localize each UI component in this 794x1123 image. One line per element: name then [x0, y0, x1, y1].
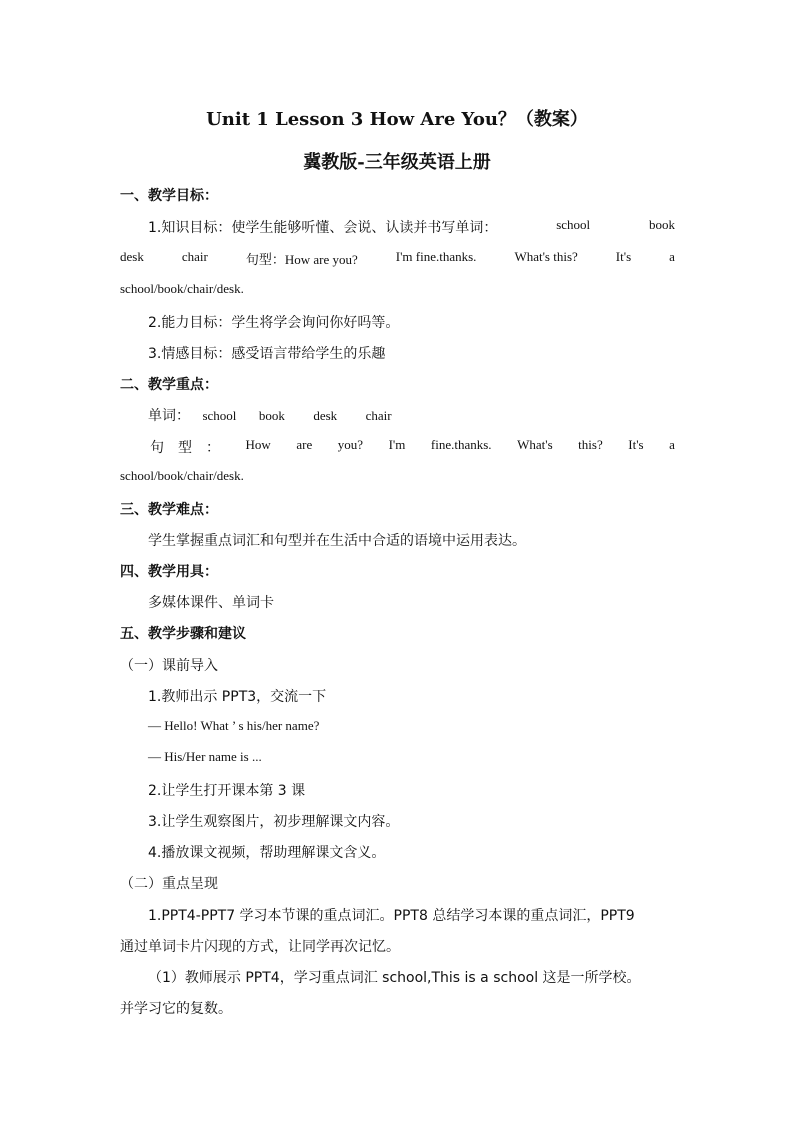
step-presentation-sub-1: （1）教师展示 PPT4，学习重点词汇 school,This is a school 这是一所学校。: [148, 970, 641, 986]
word-school: school: [202, 408, 237, 423]
dialogue-line-1: — Hello! What ’ s his/her name?: [148, 718, 320, 733]
text-segment: you?: [337, 437, 364, 452]
step-warmup-item-4: 4.播放课文视频，帮助理解课文含义。: [148, 845, 386, 861]
step-presentation-heading: （二）重点呈现: [120, 876, 218, 892]
step-warmup-item-2: 2.让学生打开课本第 3 课: [148, 783, 306, 799]
text-segment: desk: [120, 249, 144, 264]
goal-ability: 2.能力目标：学生将学会询问你好吗等。: [148, 315, 400, 331]
step-warmup-item-1: 1.教师出示 PPT3，交流一下: [148, 689, 327, 705]
text-segment: I'm fine.thanks.: [395, 249, 477, 264]
goal-knowledge-line-1: [120, 217, 675, 237]
text-segment: a: [669, 249, 675, 264]
text-segment: chair: [181, 249, 208, 264]
section-heading-goals: 一、教学目标：: [120, 188, 218, 204]
text-segment: fine.thanks.: [430, 437, 492, 452]
key-sentences-line-1: [150, 437, 675, 457]
step-warmup-item-3: 3.让学生观察图片，初步理解课文内容。: [148, 814, 400, 830]
key-words-line: [148, 405, 794, 425]
text-segment: What's this?: [514, 249, 578, 264]
materials-text: 多媒体课件、单词卡: [148, 595, 274, 611]
text-segment: 单词：: [148, 408, 190, 424]
section-heading-key-points: 二、教学重点：: [120, 377, 218, 393]
text-segment: I'm: [388, 437, 406, 452]
text-segment: How: [245, 437, 271, 452]
text-segment: What's: [517, 437, 553, 452]
step-warmup-heading: （一）课前导入: [120, 658, 218, 674]
step-presentation-sub-1-cont: 并学习它的复数。: [120, 1001, 232, 1017]
word-chair: chair: [365, 408, 392, 423]
text-segment: this?: [578, 437, 603, 452]
word-desk: desk: [313, 408, 338, 423]
step-presentation-item-1: 1.PPT4-PPT7 学习本节课的重点词汇。PPT8 总结学习本课的重点词汇，PPT9: [148, 908, 635, 924]
text-segment: 句型：How are you?: [245, 252, 358, 267]
section-heading-materials: 四、教学用具：: [120, 564, 218, 580]
dialogue-line-2: — His/Her name is ...: [148, 749, 262, 764]
document-title: Unit 1 Lesson 3 How Are You？（教案）: [206, 109, 588, 130]
section-heading-steps: 五、教学步骤和建议: [120, 626, 246, 642]
word-book: book: [258, 408, 285, 423]
word-school: school: [556, 217, 591, 232]
goal-knowledge-line-3: school/book/chair/desk.: [120, 281, 244, 296]
text-segment: 句 型 ：: [150, 440, 220, 456]
step-presentation-item-1-cont: 通过单词卡片闪现的方式，让同学再次记忆。: [120, 939, 400, 955]
section-heading-difficulties: 三、教学难点：: [120, 502, 218, 518]
text-segment: 1.知识目标：使学生能够听懂、会说、认读并书写单词：: [148, 220, 498, 236]
text-segment: a: [669, 437, 675, 452]
text-segment: It's: [615, 249, 632, 264]
text-segment: are: [296, 437, 313, 452]
goal-knowledge-line-2: [120, 249, 675, 268]
document-subtitle: 冀教版-三年级英语上册: [303, 152, 491, 173]
word-book: book: [649, 217, 675, 232]
text-segment: It's: [628, 437, 644, 452]
goal-emotion: 3.情感目标：感受语言带给学生的乐趣: [148, 346, 386, 362]
key-sentences-line-2: school/book/chair/desk.: [120, 468, 244, 483]
difficulty-text: 学生掌握重点词汇和句型并在生活中合适的语境中运用表达。: [148, 533, 526, 549]
